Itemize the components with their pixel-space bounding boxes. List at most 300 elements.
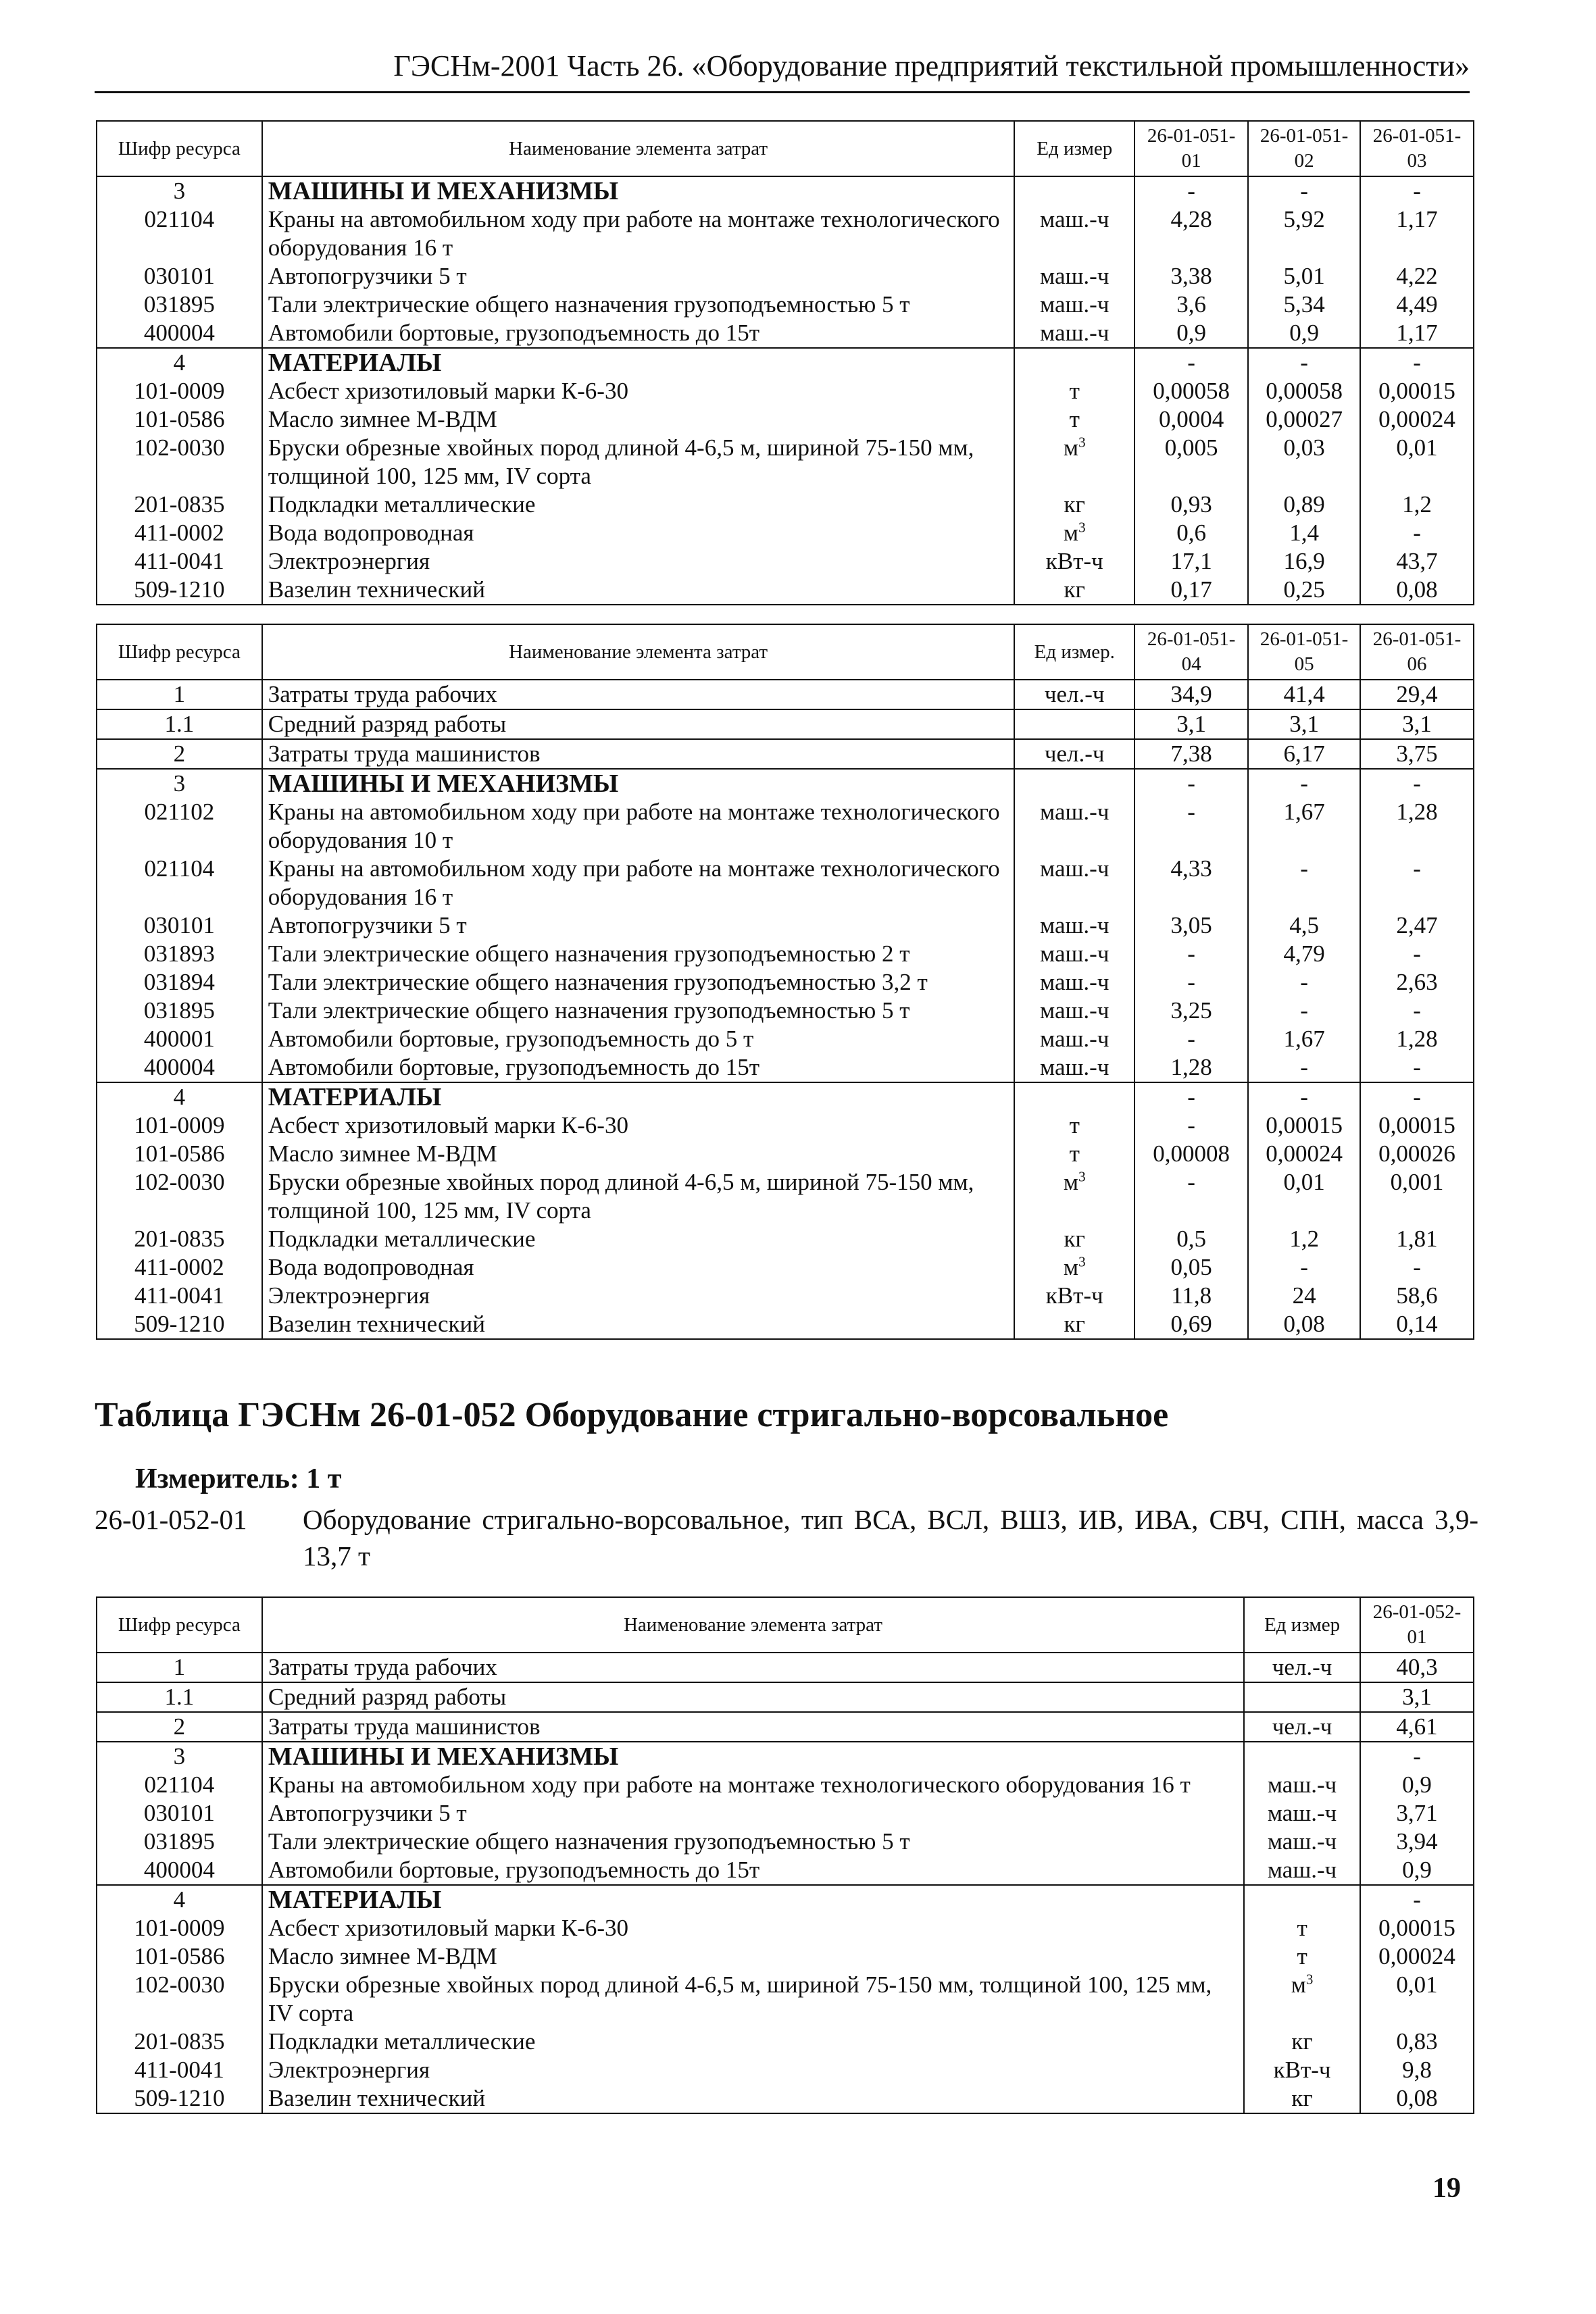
resource-unit: маш.-ч bbox=[1014, 319, 1134, 348]
table-row bbox=[97, 855, 1474, 911]
resource-value: - bbox=[1134, 798, 1248, 855]
resource-unit bbox=[1244, 1742, 1360, 1771]
resource-name: Средний разряд работы bbox=[262, 709, 1015, 739]
resource-unit bbox=[1014, 709, 1134, 739]
resource-name: Вазелин технический bbox=[262, 2084, 1244, 2113]
table-row bbox=[97, 1025, 1474, 1053]
header-unit: Ед измер bbox=[1244, 1597, 1360, 1653]
resource-value: - bbox=[1360, 1253, 1474, 1282]
resource-value: - bbox=[1360, 997, 1474, 1025]
resource-value: 0,00015 bbox=[1360, 1111, 1474, 1140]
resource-value: 16,9 bbox=[1248, 547, 1360, 576]
table-row bbox=[97, 1799, 1474, 1828]
resource-value: - bbox=[1248, 1253, 1360, 1282]
table-row bbox=[97, 348, 1474, 377]
resource-table-051-b bbox=[96, 624, 1474, 1340]
resource-name: Затраты труда машинистов bbox=[262, 1712, 1244, 1742]
table-row bbox=[97, 1885, 1474, 1914]
resource-name: Автопогрузчики 5 т bbox=[262, 262, 1015, 291]
table-row bbox=[97, 1168, 1474, 1225]
resource-name: Автопогрузчики 5 т bbox=[262, 911, 1015, 940]
resource-code: 101-0586 bbox=[97, 405, 262, 434]
table-header-row bbox=[97, 624, 1474, 680]
resource-name: Бруски обрезные хвойных пород длиной 4-6,5 м, шириной 75-150 мм, толщиной 100, 125 мм, IV сорта bbox=[262, 434, 1015, 491]
resource-name: Подкладки металлические bbox=[262, 2028, 1244, 2056]
resource-code: 3 bbox=[97, 176, 262, 205]
table-row bbox=[97, 319, 1474, 348]
resource-code: 201-0835 bbox=[97, 2028, 262, 2056]
resource-value: - bbox=[1360, 855, 1474, 911]
resource-value: 17,1 bbox=[1134, 547, 1248, 576]
resource-value: 34,9 bbox=[1134, 680, 1248, 709]
resource-value: 0,9 bbox=[1134, 319, 1248, 348]
resource-unit: кг bbox=[1244, 2028, 1360, 2056]
resource-value: 0,00024 bbox=[1360, 1942, 1474, 1971]
resource-unit: маш.-ч bbox=[1014, 1025, 1134, 1053]
resource-value: 43,7 bbox=[1360, 547, 1474, 576]
resource-code: 4 bbox=[97, 1082, 262, 1111]
resource-value: - bbox=[1360, 940, 1474, 968]
table-row bbox=[97, 911, 1474, 940]
resource-value: 0,00026 bbox=[1360, 1140, 1474, 1168]
table-row bbox=[97, 2028, 1474, 2056]
resource-code: 2 bbox=[97, 739, 262, 769]
resource-code: 411-0041 bbox=[97, 1282, 262, 1310]
resource-code: 101-0009 bbox=[97, 1914, 262, 1942]
resource-value: 1,17 bbox=[1360, 205, 1474, 262]
resource-name: МАШИНЫ И МЕХАНИЗМЫ bbox=[262, 1742, 1244, 1771]
resource-unit bbox=[1014, 1082, 1134, 1111]
resource-name: Тали электрические общего назначения грузоподъемностью 3,2 т bbox=[262, 968, 1015, 997]
resource-code: 509-1210 bbox=[97, 2084, 262, 2113]
header-name: Наименование элемента затрат bbox=[262, 1597, 1244, 1653]
resource-code: 400004 bbox=[97, 1053, 262, 1082]
resource-code: 031893 bbox=[97, 940, 262, 968]
resource-value: 0,001 bbox=[1360, 1168, 1474, 1225]
resource-value: 0,25 bbox=[1248, 576, 1360, 605]
resource-code: 411-0041 bbox=[97, 2056, 262, 2084]
table-row bbox=[97, 1310, 1474, 1339]
resource-value: 0,00008 bbox=[1134, 1140, 1248, 1168]
header-name: Наименование элемента затрат bbox=[262, 121, 1015, 176]
resource-value: 41,4 bbox=[1248, 680, 1360, 709]
resource-value: 2,63 bbox=[1360, 968, 1474, 997]
resource-value: - bbox=[1248, 997, 1360, 1025]
resource-value: 0,93 bbox=[1134, 491, 1248, 519]
resource-value: 0,01 bbox=[1248, 1168, 1360, 1225]
resource-name: Подкладки металлические bbox=[262, 1225, 1015, 1253]
resource-name: Автомобили бортовые, грузоподъемность до 15т bbox=[262, 1856, 1244, 1885]
table-row bbox=[97, 680, 1474, 709]
resource-unit: т bbox=[1014, 377, 1134, 405]
resource-unit: чел.-ч bbox=[1244, 1712, 1360, 1742]
table-row bbox=[97, 1682, 1474, 1712]
header-name: Наименование элемента затрат bbox=[262, 624, 1015, 680]
resource-name: Бруски обрезные хвойных пород длиной 4-6,5 м, шириной 75-150 мм, толщиной 100, 125 мм, IV сорта bbox=[262, 1971, 1244, 2028]
resource-value: - bbox=[1360, 519, 1474, 547]
table-row bbox=[97, 205, 1474, 262]
resource-value: 3,05 bbox=[1134, 911, 1248, 940]
resource-value: - bbox=[1360, 1742, 1474, 1771]
resource-unit: маш.-ч bbox=[1014, 262, 1134, 291]
resource-value: 3,6 bbox=[1134, 291, 1248, 319]
resource-code: 201-0835 bbox=[97, 491, 262, 519]
resource-code: 400004 bbox=[97, 319, 262, 348]
page-number: 19 bbox=[1432, 2173, 1461, 2204]
resource-unit: маш.-ч bbox=[1014, 997, 1134, 1025]
resource-value: 0,00024 bbox=[1360, 405, 1474, 434]
resource-name: Затраты труда машинистов bbox=[262, 739, 1015, 769]
resource-code: 030101 bbox=[97, 911, 262, 940]
resource-code: 3 bbox=[97, 769, 262, 798]
table-row bbox=[97, 1742, 1474, 1771]
resource-value: - bbox=[1134, 176, 1248, 205]
table-row bbox=[97, 547, 1474, 576]
resource-code: 101-0009 bbox=[97, 377, 262, 405]
resource-name: Затраты труда рабочих bbox=[262, 680, 1015, 709]
resource-unit bbox=[1014, 348, 1134, 377]
resource-value: - bbox=[1248, 855, 1360, 911]
resource-name: Масло зимнее М-ВДМ bbox=[262, 1140, 1015, 1168]
resource-value: 0,6 bbox=[1134, 519, 1248, 547]
resource-unit: чел.-ч bbox=[1014, 680, 1134, 709]
resource-name: Краны на автомобильном ходу при работе на монтаже технологического оборудования 16 т bbox=[262, 205, 1015, 262]
resource-value: 3,1 bbox=[1248, 709, 1360, 739]
table-row bbox=[97, 1856, 1474, 1885]
header-col-1: 26-01-051-04 bbox=[1134, 624, 1248, 680]
header-unit: Ед измер bbox=[1014, 121, 1134, 176]
resource-code: 030101 bbox=[97, 262, 262, 291]
resource-unit: маш.-ч bbox=[1244, 1771, 1360, 1799]
resource-name: Краны на автомобильном ходу при работе на монтаже технологического оборудования 10 т bbox=[262, 798, 1015, 855]
table-row bbox=[97, 997, 1474, 1025]
measure-value: 1 т bbox=[306, 1463, 342, 1494]
resource-unit: т bbox=[1014, 1111, 1134, 1140]
resource-name: Асбест хризотиловый марки К-6-30 bbox=[262, 377, 1015, 405]
resource-value: 4,5 bbox=[1248, 911, 1360, 940]
resource-code: 021102 bbox=[97, 798, 262, 855]
resource-value: - bbox=[1134, 1168, 1248, 1225]
resource-code: 101-0009 bbox=[97, 1111, 262, 1140]
resource-unit: кг bbox=[1014, 1310, 1134, 1339]
resource-name: Вазелин технический bbox=[262, 1310, 1015, 1339]
resource-name: Электроэнергия bbox=[262, 1282, 1015, 1310]
header-unit: Ед измер. bbox=[1014, 624, 1134, 680]
table-row bbox=[97, 576, 1474, 605]
table-row bbox=[97, 377, 1474, 405]
resource-code: 2 bbox=[97, 1712, 262, 1742]
resource-value: - bbox=[1248, 348, 1360, 377]
resource-value: 1,17 bbox=[1360, 319, 1474, 348]
resource-name: МАШИНЫ И МЕХАНИЗМЫ bbox=[262, 769, 1015, 798]
table-row bbox=[97, 262, 1474, 291]
resource-value: 1,67 bbox=[1248, 1025, 1360, 1053]
resource-value: 6,17 bbox=[1248, 739, 1360, 769]
resource-name: Тали электрические общего назначения грузоподъемностью 5 т bbox=[262, 291, 1015, 319]
resource-code: 201-0835 bbox=[97, 1225, 262, 1253]
header-col-3: 26-01-051-03 bbox=[1360, 121, 1474, 176]
resource-unit: маш.-ч bbox=[1014, 855, 1134, 911]
resource-unit: маш.-ч bbox=[1014, 291, 1134, 319]
resource-name: Асбест хризотиловый марки К-6-30 bbox=[262, 1914, 1244, 1942]
resource-value: 1,2 bbox=[1248, 1225, 1360, 1253]
resource-code: 509-1210 bbox=[97, 576, 262, 605]
resource-value: - bbox=[1248, 176, 1360, 205]
resource-value: 0,01 bbox=[1360, 1971, 1474, 2028]
resource-value: 0,17 bbox=[1134, 576, 1248, 605]
header-col-1: 26-01-051-01 bbox=[1134, 121, 1248, 176]
resource-value: - bbox=[1248, 968, 1360, 997]
table-row bbox=[97, 1253, 1474, 1282]
resource-value: - bbox=[1360, 1053, 1474, 1082]
resource-value: 0,00058 bbox=[1134, 377, 1248, 405]
resource-code: 102-0030 bbox=[97, 434, 262, 491]
resource-value: 24 bbox=[1248, 1282, 1360, 1310]
resource-value: 3,1 bbox=[1134, 709, 1248, 739]
resource-unit: $м^3$ bbox=[1014, 1168, 1134, 1225]
resource-unit: чел.-ч bbox=[1244, 1653, 1360, 1682]
resource-code: 101-0586 bbox=[97, 1140, 262, 1168]
resource-code: 031895 bbox=[97, 291, 262, 319]
resource-value: 0,00015 bbox=[1248, 1111, 1360, 1140]
table-row bbox=[97, 1053, 1474, 1082]
resource-name: Тали электрические общего назначения грузоподъемностью 2 т bbox=[262, 940, 1015, 968]
resource-code: 400004 bbox=[97, 1856, 262, 1885]
table-row bbox=[97, 1971, 1474, 2028]
resource-value: 7,38 bbox=[1134, 739, 1248, 769]
resource-name: Затраты труда рабочих bbox=[262, 1653, 1244, 1682]
resource-value: - bbox=[1134, 1111, 1248, 1140]
resource-name: Краны на автомобильном ходу при работе на монтаже технологического оборудования 16 т bbox=[262, 855, 1015, 911]
resource-value: 1,4 bbox=[1248, 519, 1360, 547]
header-code: Шифр ресурса bbox=[97, 121, 262, 176]
table-row bbox=[97, 1225, 1474, 1253]
resource-value: - bbox=[1134, 968, 1248, 997]
resource-table-052 bbox=[96, 1596, 1474, 2114]
item-text: Оборудование стригально-ворсовальное, тип ВСА, ВСЛ, ВШЗ, ИВ, ИВА, СВЧ, СПН, масса 3,9-13,7 т bbox=[303, 1504, 1478, 1571]
resource-value: - bbox=[1248, 1053, 1360, 1082]
resource-code: 400001 bbox=[97, 1025, 262, 1053]
resource-value: - bbox=[1360, 348, 1474, 377]
resource-name: Вода водопроводная bbox=[262, 519, 1015, 547]
resource-value: - bbox=[1248, 1082, 1360, 1111]
resource-name: Средний разряд работы bbox=[262, 1682, 1244, 1712]
resource-code: 1.1 bbox=[97, 709, 262, 739]
resource-value: 0,89 bbox=[1248, 491, 1360, 519]
resource-unit: $м^3$ bbox=[1014, 434, 1134, 491]
resource-value: 0,14 bbox=[1360, 1310, 1474, 1339]
resource-code: 1 bbox=[97, 1653, 262, 1682]
resource-value: - bbox=[1134, 1082, 1248, 1111]
resource-unit: т bbox=[1244, 1914, 1360, 1942]
section-title: Таблица ГЭСНм 26-01-052 Оборудование стригально-ворсовальное bbox=[95, 1396, 1169, 1434]
header-col-2: 26-01-051-05 bbox=[1248, 624, 1360, 680]
resource-code: 411-0041 bbox=[97, 547, 262, 576]
resource-value: 0,00058 bbox=[1248, 377, 1360, 405]
resource-name: Подкладки металлические bbox=[262, 491, 1015, 519]
table-row bbox=[97, 739, 1474, 769]
resource-value: 4,22 bbox=[1360, 262, 1474, 291]
resource-name: Автопогрузчики 5 т bbox=[262, 1799, 1244, 1828]
resource-value: 0,03 bbox=[1248, 434, 1360, 491]
resource-code: 031895 bbox=[97, 997, 262, 1025]
resource-code: 102-0030 bbox=[97, 1971, 262, 2028]
resource-value: 4,61 bbox=[1360, 1712, 1474, 1742]
resource-value: 0,01 bbox=[1360, 434, 1474, 491]
resource-name: МАТЕРИАЛЫ bbox=[262, 1082, 1015, 1111]
resource-value: 0,83 bbox=[1360, 2028, 1474, 2056]
resource-value: 0,9 bbox=[1248, 319, 1360, 348]
table-row bbox=[97, 2056, 1474, 2084]
resource-name: Асбест хризотиловый марки К-6-30 bbox=[262, 1111, 1015, 1140]
resource-value: 1,28 bbox=[1134, 1053, 1248, 1082]
resource-unit: $м^3$ bbox=[1014, 1253, 1134, 1282]
resource-code: 3 bbox=[97, 1742, 262, 1771]
resource-unit: маш.-ч bbox=[1014, 798, 1134, 855]
table-row bbox=[97, 2084, 1474, 2113]
resource-code: 411-0002 bbox=[97, 519, 262, 547]
resource-value: - bbox=[1248, 769, 1360, 798]
resource-value: 3,1 bbox=[1360, 1682, 1474, 1712]
table-header-row bbox=[97, 1597, 1474, 1653]
resource-name: Электроэнергия bbox=[262, 547, 1015, 576]
resource-name: МАШИНЫ И МЕХАНИЗМЫ bbox=[262, 176, 1015, 205]
resource-value: 5,01 bbox=[1248, 262, 1360, 291]
resource-name: Масло зимнее М-ВДМ bbox=[262, 405, 1015, 434]
resource-unit: кВт-ч bbox=[1014, 1282, 1134, 1310]
table-row bbox=[97, 491, 1474, 519]
resource-code: 021104 bbox=[97, 205, 262, 262]
table-row bbox=[97, 968, 1474, 997]
resource-name: Тали электрические общего назначения грузоподъемностью 5 т bbox=[262, 1828, 1244, 1856]
resource-name: Электроэнергия bbox=[262, 2056, 1244, 2084]
resource-value: 0,00015 bbox=[1360, 377, 1474, 405]
resource-name: Вазелин технический bbox=[262, 576, 1015, 605]
resource-name: Бруски обрезные хвойных пород длиной 4-6,5 м, шириной 75-150 мм, толщиной 100, 125 мм, IV сорта bbox=[262, 1168, 1015, 1225]
resource-unit: кВт-ч bbox=[1244, 2056, 1360, 2084]
resource-name: МАТЕРИАЛЫ bbox=[262, 348, 1015, 377]
resource-value: 1,28 bbox=[1360, 1025, 1474, 1053]
table-row bbox=[97, 1828, 1474, 1856]
resource-name: Автомобили бортовые, грузоподъемность до 15т bbox=[262, 319, 1015, 348]
resource-value: 2,47 bbox=[1360, 911, 1474, 940]
resource-value: 3,1 bbox=[1360, 709, 1474, 739]
resource-code: 102-0030 bbox=[97, 1168, 262, 1225]
resource-code: 030101 bbox=[97, 1799, 262, 1828]
table-row bbox=[97, 434, 1474, 491]
header-col-1: 26-01-052-01 bbox=[1360, 1597, 1474, 1653]
table-row bbox=[97, 1653, 1474, 1682]
header-code: Шифр ресурса bbox=[97, 1597, 262, 1653]
item-code: 26-01-052-01 bbox=[95, 1504, 247, 1535]
resource-value: - bbox=[1134, 769, 1248, 798]
resource-unit: маш.-ч bbox=[1244, 1799, 1360, 1828]
resource-value: 0,00015 bbox=[1360, 1914, 1474, 1942]
resource-unit: т bbox=[1014, 1140, 1134, 1168]
resource-unit: кг bbox=[1014, 491, 1134, 519]
running-header: ГЭСНм-2001 Часть 26. «Оборудование предприятий текстильной промышленности» bbox=[95, 49, 1470, 93]
resource-value: - bbox=[1360, 1885, 1474, 1914]
resource-code: 031894 bbox=[97, 968, 262, 997]
resource-value: 0,08 bbox=[1360, 576, 1474, 605]
resource-value: 0,9 bbox=[1360, 1856, 1474, 1885]
resource-unit bbox=[1244, 1682, 1360, 1712]
resource-value: 40,3 bbox=[1360, 1653, 1474, 1682]
resource-code: 021104 bbox=[97, 855, 262, 911]
resource-value: 11,8 bbox=[1134, 1282, 1248, 1310]
resource-code: 509-1210 bbox=[97, 1310, 262, 1339]
table-row bbox=[97, 709, 1474, 739]
table-row bbox=[97, 1942, 1474, 1971]
resource-name: МАТЕРИАЛЫ bbox=[262, 1885, 1244, 1914]
measure-label: Измеритель: bbox=[135, 1463, 299, 1494]
resource-value: 3,71 bbox=[1360, 1799, 1474, 1828]
resource-unit bbox=[1244, 1885, 1360, 1914]
resource-unit: маш.-ч bbox=[1014, 911, 1134, 940]
resource-value: 29,4 bbox=[1360, 680, 1474, 709]
item-description bbox=[95, 1501, 1478, 1576]
resource-value: - bbox=[1134, 1025, 1248, 1053]
resource-value: 4,33 bbox=[1134, 855, 1248, 911]
resource-table-051-a bbox=[96, 120, 1474, 605]
resource-value: - bbox=[1360, 176, 1474, 205]
resource-value: 3,25 bbox=[1134, 997, 1248, 1025]
resource-value: 0,00027 bbox=[1248, 405, 1360, 434]
table-header-row bbox=[97, 121, 1474, 176]
resource-unit: чел.-ч bbox=[1014, 739, 1134, 769]
resource-name: Тали электрические общего назначения грузоподъемностью 5 т bbox=[262, 997, 1015, 1025]
resource-value: 0,08 bbox=[1248, 1310, 1360, 1339]
resource-unit: т bbox=[1014, 405, 1134, 434]
table-row bbox=[97, 1771, 1474, 1799]
table-row bbox=[97, 1282, 1474, 1310]
resource-unit: маш.-ч bbox=[1244, 1828, 1360, 1856]
resource-value: 0,9 bbox=[1360, 1771, 1474, 1799]
resource-unit: кг bbox=[1244, 2084, 1360, 2113]
resource-value: 0,0004 bbox=[1134, 405, 1248, 434]
table-row bbox=[97, 769, 1474, 798]
resource-unit: маш.-ч bbox=[1244, 1856, 1360, 1885]
resource-value: 1,2 bbox=[1360, 491, 1474, 519]
table-row bbox=[97, 405, 1474, 434]
resource-value: - bbox=[1360, 1082, 1474, 1111]
resource-value: 1,81 bbox=[1360, 1225, 1474, 1253]
resource-value: 0,00024 bbox=[1248, 1140, 1360, 1168]
table-row bbox=[97, 1712, 1474, 1742]
header-code: Шифр ресурса bbox=[97, 624, 262, 680]
table-row bbox=[97, 519, 1474, 547]
resource-value: 4,28 bbox=[1134, 205, 1248, 262]
resource-unit: маш.-ч bbox=[1014, 1053, 1134, 1082]
table-row bbox=[97, 1140, 1474, 1168]
resource-code: 1.1 bbox=[97, 1682, 262, 1712]
resource-unit: $м^3$ bbox=[1014, 519, 1134, 547]
resource-value: 5,34 bbox=[1248, 291, 1360, 319]
resource-value: - bbox=[1134, 940, 1248, 968]
table-row bbox=[97, 940, 1474, 968]
resource-code: 4 bbox=[97, 1885, 262, 1914]
resource-value: 0,5 bbox=[1134, 1225, 1248, 1253]
resource-name: Вода водопроводная bbox=[262, 1253, 1015, 1282]
resource-value: 5,92 bbox=[1248, 205, 1360, 262]
table-row bbox=[97, 1082, 1474, 1111]
resource-value: 3,94 bbox=[1360, 1828, 1474, 1856]
resource-name: Масло зимнее М-ВДМ bbox=[262, 1942, 1244, 1971]
resource-code: 1 bbox=[97, 680, 262, 709]
resource-name: Автомобили бортовые, грузоподъемность до 5 т bbox=[262, 1025, 1015, 1053]
resource-value: 4,79 bbox=[1248, 940, 1360, 968]
resource-unit: кг bbox=[1014, 576, 1134, 605]
